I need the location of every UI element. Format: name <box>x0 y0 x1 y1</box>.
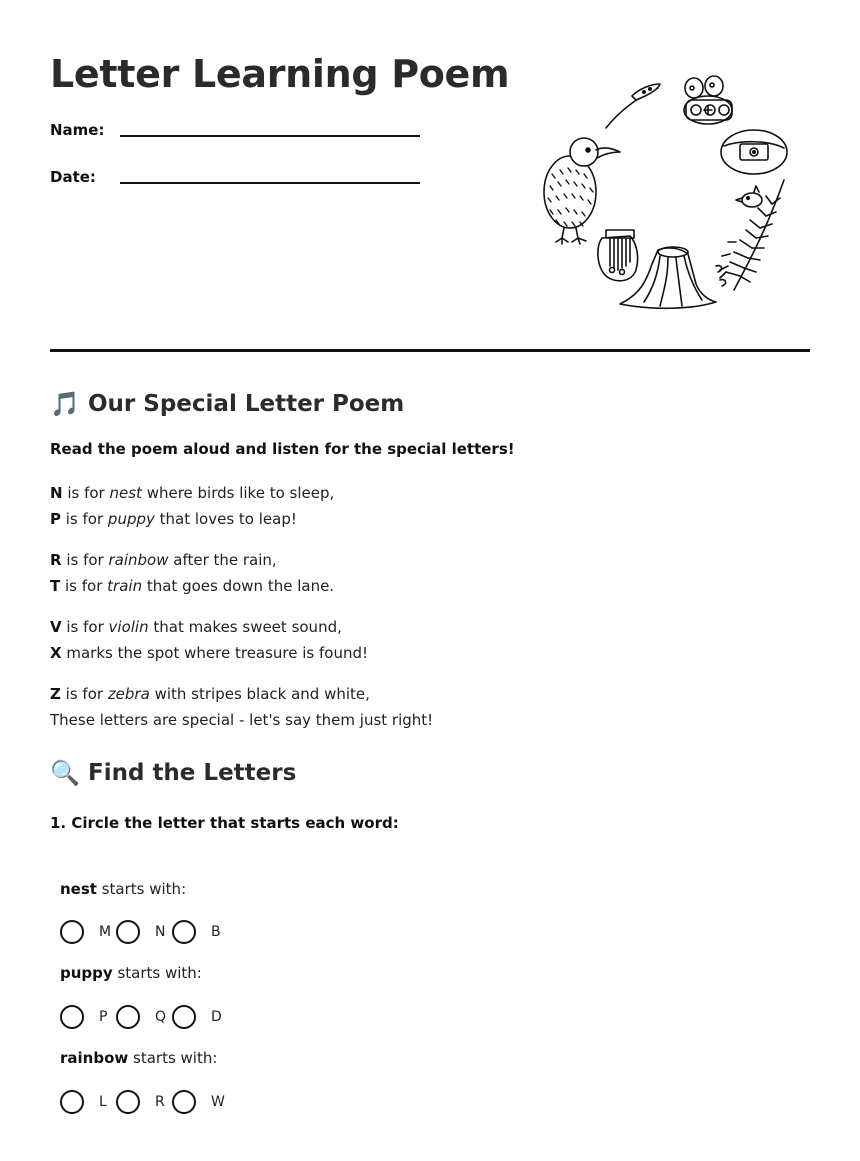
option-letter: P <box>99 1009 108 1025</box>
answer-option[interactable] <box>60 1005 116 1029</box>
poem-stanza <box>50 547 334 599</box>
option-letter: M <box>99 924 112 940</box>
poem-objects-illustration <box>540 70 800 320</box>
poem-line: Z is for zebra with stripes black and white, <box>50 685 370 703</box>
poem-line: X marks the spot where treasure is found! <box>50 644 369 662</box>
find-section-heading <box>50 759 296 787</box>
option-letter: R <box>155 1094 165 1110</box>
answer-option[interactable] <box>172 1005 228 1029</box>
radio-circle[interactable] <box>116 920 140 944</box>
answer-options <box>60 1005 228 1029</box>
radio-circle[interactable] <box>172 920 196 944</box>
option-letter: W <box>211 1094 225 1110</box>
instrument-drawing <box>598 230 638 281</box>
radio-circle[interactable] <box>172 1090 196 1114</box>
poem-line: R is for rainbow after the rain, <box>50 551 277 569</box>
ball-drawing <box>721 130 787 174</box>
section-divider <box>50 349 810 352</box>
name-input-line[interactable] <box>120 135 420 137</box>
radio-circle[interactable] <box>116 1090 140 1114</box>
option-letter: L <box>99 1094 107 1110</box>
radio-circle[interactable] <box>60 1090 84 1114</box>
poem-stanza <box>50 480 334 532</box>
date-field <box>50 168 420 186</box>
poem-line: These letters are special - let's say them just right! <box>50 711 434 729</box>
music-note-icon: 🎵 <box>50 390 80 418</box>
kiwi-drawing <box>544 138 620 244</box>
fern-drawing <box>716 180 784 290</box>
answer-option[interactable] <box>60 920 116 944</box>
poem-line: P is for puppy that loves to leap! <box>50 510 297 528</box>
answer-option[interactable] <box>172 1090 228 1114</box>
option-letter: B <box>211 924 221 940</box>
option-letter: Q <box>155 1009 167 1025</box>
radio-circle[interactable] <box>116 1005 140 1029</box>
answer-option[interactable] <box>116 1005 172 1029</box>
answer-option[interactable] <box>60 1090 116 1114</box>
poem-heading-text: Our Special Letter Poem <box>88 391 405 417</box>
answer-options <box>60 920 228 944</box>
date-input-line[interactable] <box>120 182 420 184</box>
poem-stanza <box>50 614 368 666</box>
find-instruction: 1. Circle the letter that starts each word: <box>50 814 399 832</box>
poem-line: N is for nest where birds like to sleep, <box>50 484 335 502</box>
page-title: Letter Learning Poem <box>50 52 510 96</box>
name-label: Name: <box>50 121 105 139</box>
poem-line: T is for train that goes down the lane. <box>50 577 335 595</box>
question-label: puppy starts with: <box>60 964 202 982</box>
poem-line: V is for violin that makes sweet sound, <box>50 618 342 636</box>
poem-instruction: Read the poem aloud and listen for the special letters! <box>50 440 515 458</box>
poem-section-heading <box>50 390 404 418</box>
question-label: rainbow starts with: <box>60 1049 218 1067</box>
radio-circle[interactable] <box>60 920 84 944</box>
answer-option[interactable] <box>116 920 172 944</box>
magnifying-glass-icon: 🔍 <box>50 759 80 787</box>
radio-circle[interactable] <box>172 1005 196 1029</box>
flower-drawing <box>684 76 732 124</box>
poem-stanza <box>50 681 433 733</box>
answer-options <box>60 1090 228 1114</box>
option-letter: D <box>211 1009 222 1025</box>
answer-option[interactable] <box>172 920 228 944</box>
feather-drawing <box>606 84 660 128</box>
name-field <box>50 121 420 139</box>
find-heading-text: Find the Letters <box>88 760 297 786</box>
date-label: Date: <box>50 168 96 186</box>
answer-option[interactable] <box>116 1090 172 1114</box>
option-letter: N <box>155 924 166 940</box>
question-label: nest starts with: <box>60 880 187 898</box>
radio-circle[interactable] <box>60 1005 84 1029</box>
